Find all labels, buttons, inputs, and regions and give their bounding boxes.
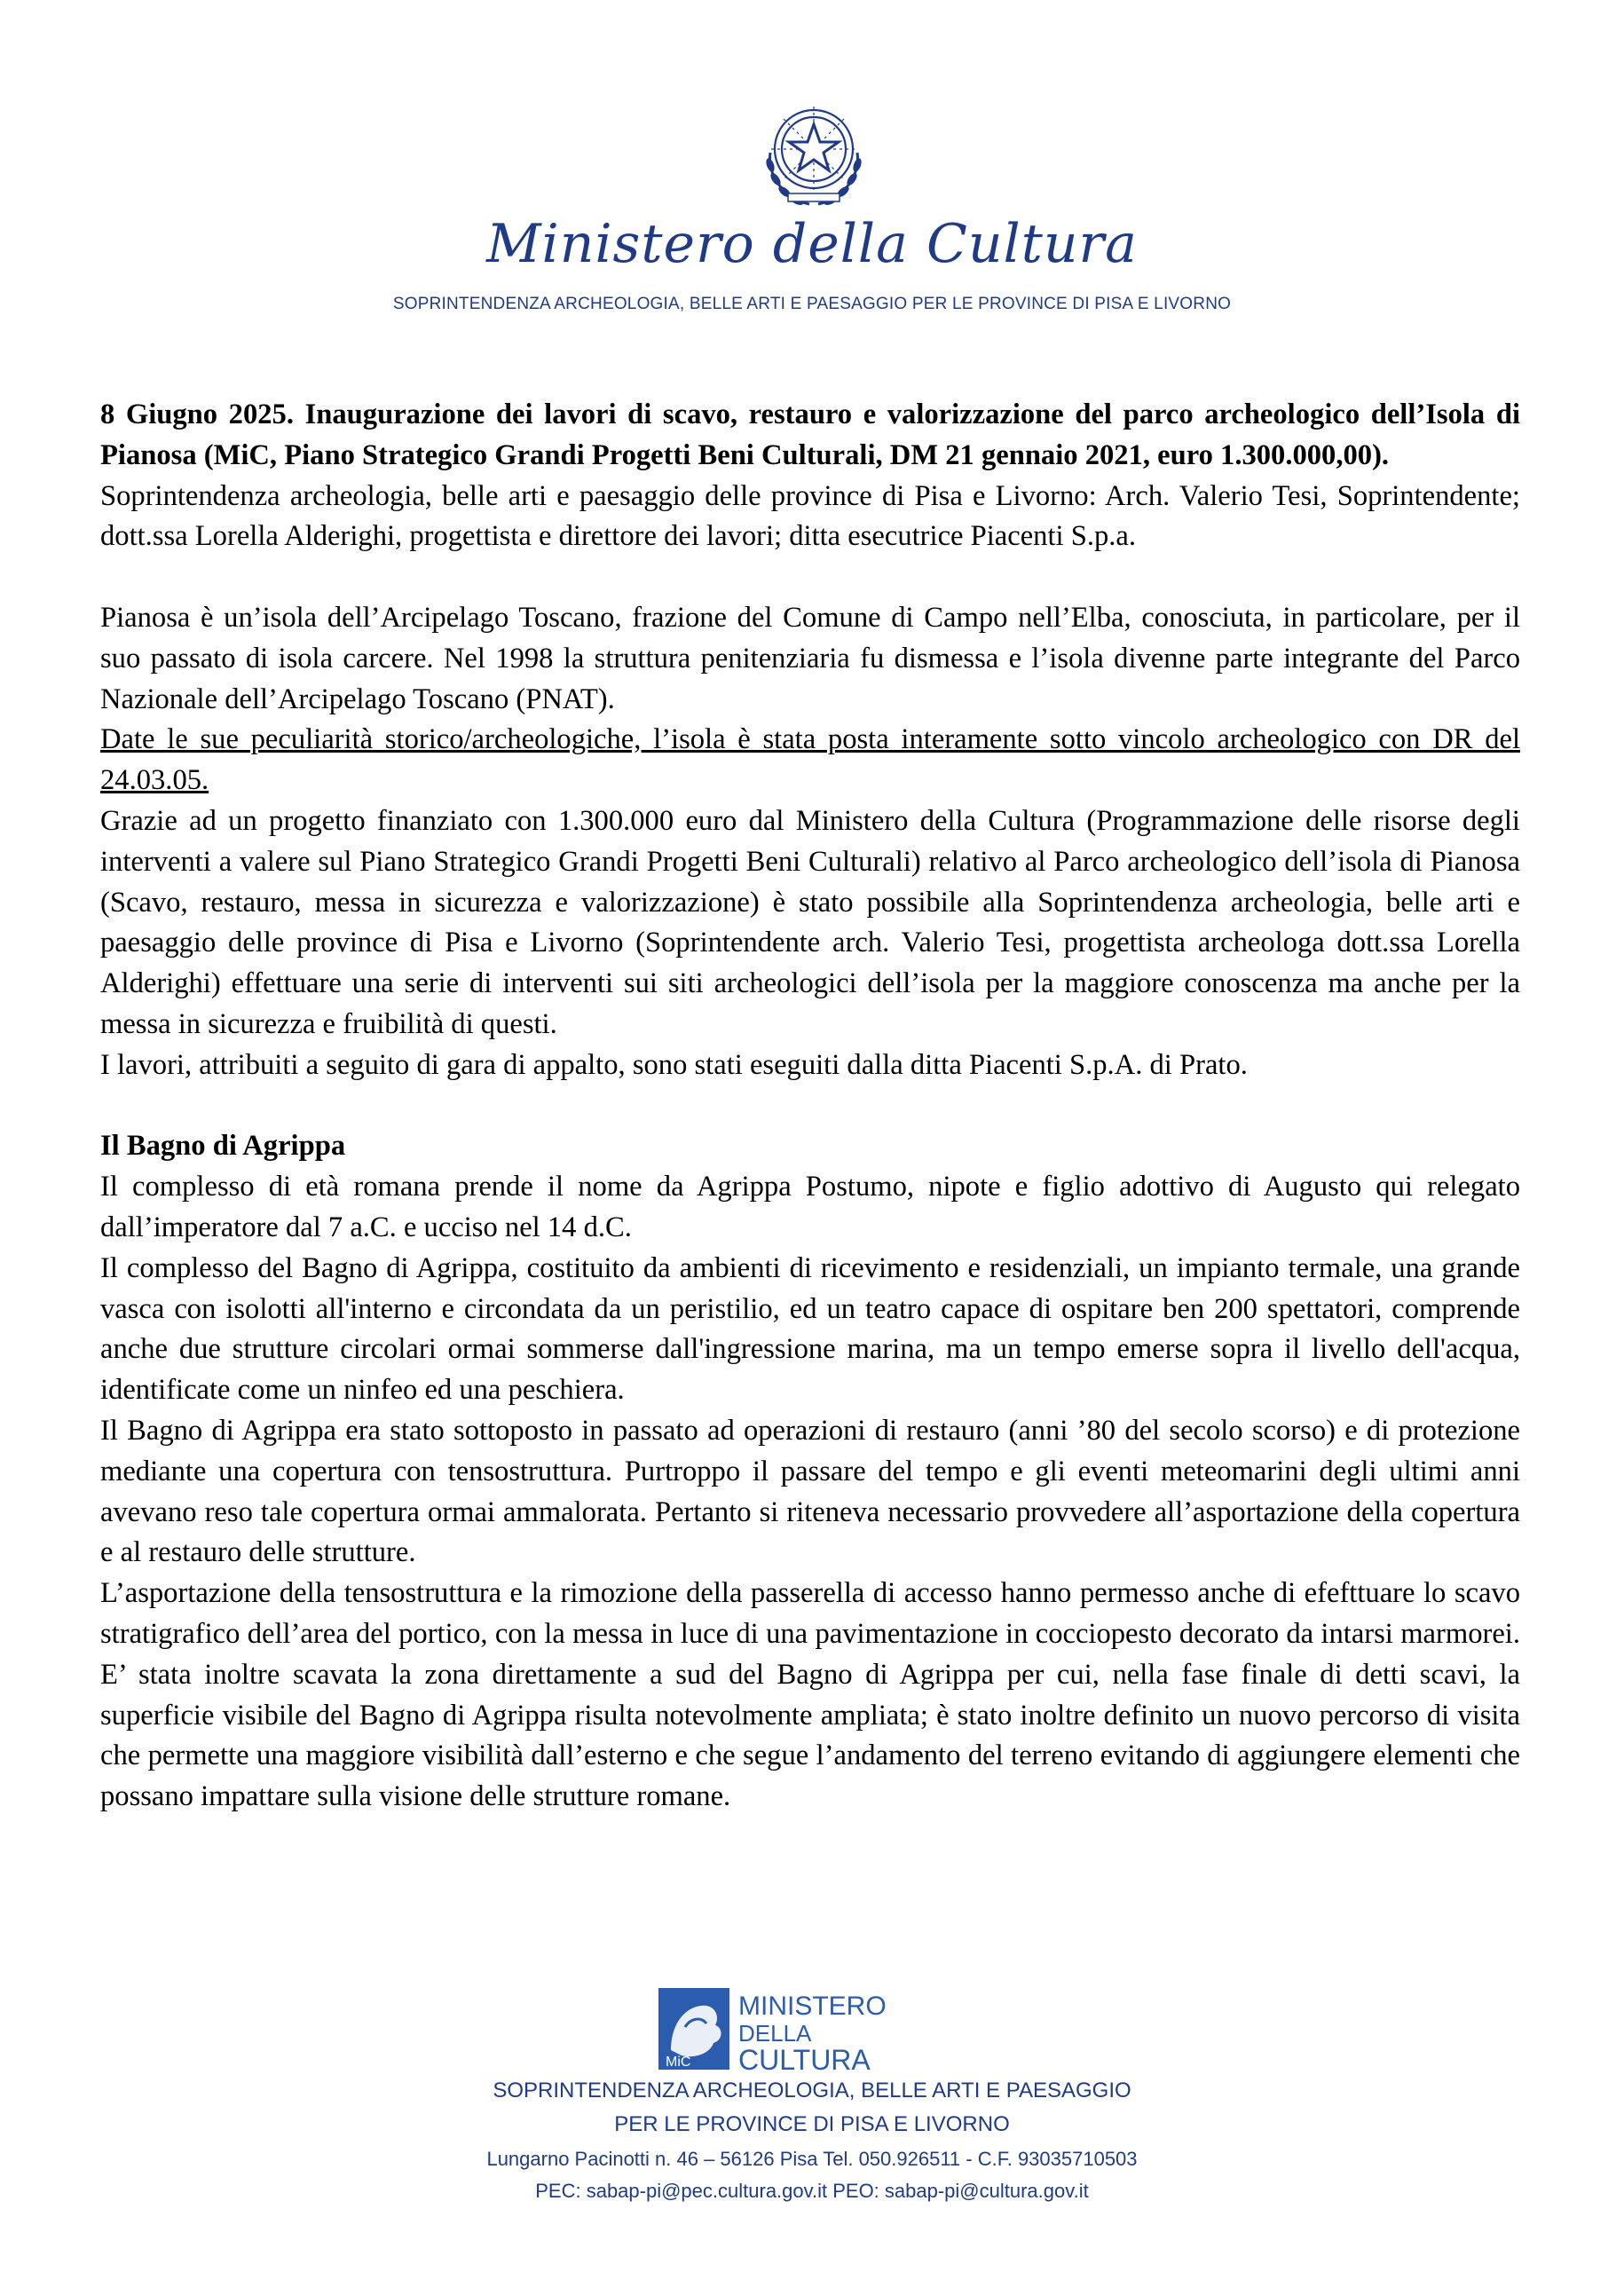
mic-logo-icon [658, 1988, 925, 2073]
intro-paragraph: Pianosa è un’isola dell’Arcipelago Toscano, frazione del Comune di Campo nell’Elba, conosciuta, in particolare, per il suo passato di isola carcere. Nel 1998 la struttura penitenziaria fu dismessa e l’isola divenne parte integrante del Parco Nazionale dell’Arcipelago Toscano (PNAT). [100, 601, 1520, 715]
agrippa-paragraph-3: Il Bagno di Agrippa era stato sottoposto in passato ad operazioni di restauro (anni ’80 del secolo scorso) e di protezione mediante una copertura con tensostruttura. Purtroppo il passare del tempo e gli eventi meteomarini degli ultimi anni avevano reso tale copertura ormai ammalorata. Pertanto si riteneva necessario provvedere all’asportazione della copertura e al restauro delle strutture. [100, 1414, 1520, 1569]
logo-line-1: MINISTERO [738, 1992, 887, 2021]
lead-paragraph: 8 Giugno 2025. Inaugurazione dei lavori di scavo, restauro e valorizzazione del parco archeologico dell’Isola di Pianosa (MiC, Piano Strategico Grandi Progetti Beni Culturali, DM 21 gennaio 2021, euro 1.300.000,00). [100, 398, 1520, 471]
footer-office-line-2: PER LE PROVINCE DI PISA E LIVORNO [614, 2112, 1010, 2136]
logo-line-2: DELLA [738, 2020, 812, 2047]
agrippa-paragraph-2: Il complesso del Bagno di Agrippa, costituito da ambienti di ricevimento e residenziali, un impianto termale, una grande vasca con isolotti all'interno e circondata da un peristilio, ed un teatro capace di ospitare ben 200 spettatori, comprende anche due strutture circolari ormai sommerse dall'ingressione marina, ma un tempo emerse sopra il livello dell'acqua, identificate come un ninfeo ed una peschiera. [100, 1251, 1520, 1407]
vincolo-paragraph: Date le sue peculiarità storico/archeologiche, l’isola è stata posta interamente sotto vincolo archeologico con DR del 24.03.05. [100, 723, 1520, 797]
logo-line-3: CULTURA [738, 2044, 871, 2073]
document-body [100, 395, 1520, 1818]
italian-republic-emblem-icon [754, 94, 873, 213]
agrippa-paragraph-1: Il complesso di età romana prende il nome da Agrippa Postumo, nipote e figlio adottivo di Augusto qui relegato dall’imperatore dal 7 a.C. e ucciso nel 14 d.C. [100, 1171, 1520, 1243]
works-paragraph: I lavori, attribuiti a seguito di gara di appalto, sono stati eseguiti dalla ditta Piacenti S.p.A. di Prato. [100, 1048, 1248, 1081]
section-heading: Il Bagno di Agrippa [100, 1130, 346, 1163]
footer-contacts: PEC: sabap-pi@pec.cultura.gov.it PEO: sabap-pi@cultura.gov.it [535, 2180, 1089, 2202]
footer-address: Lungarno Pacinotti n. 46 – 56126 Pisa Tel. 050.926511 - C.F. 93035710503 [486, 2148, 1138, 2170]
funding-paragraph: Grazie ad un progetto finanziato con 1.300.000 euro dal Ministero della Cultura (Programmazione delle risorse degli interventi a valere sul Piano Strategico Grandi Progetti Beni Culturali) relativo al Parco archeologico dell’isola di Pianosa (Scavo, restauro, messa in sicurezza e valorizzazione) è stato possibile alla Soprintendenza archeologia, belle arti e paesaggio delle province di Pisa e Livorno (Soprintendente arch. Valerio Tesi, progettista archeologa dott.ssa Lorella Alderighi) effettuare una serie di interventi sui siti archeologici dell’isola per la maggiore conoscenza ma anche per la messa in sicurezza e fruibilità di questi. [100, 804, 1520, 1040]
footer-office-line-1: SOPRINTENDENZA ARCHEOLOGIA, BELLE ARTI E PAESAGGIO [493, 2079, 1131, 2102]
logo-mark: MiC [666, 2055, 691, 2070]
credits-paragraph: Soprintendenza archeologia, belle arti e paesaggio delle province di Pisa e Livorno: Arch. Valerio Tesi, Soprintendente; dott.ssa Lorella Alderighi, progettista e direttore dei lavori; ditta esecutrice Piacenti S.p.a. [100, 479, 1520, 553]
agrippa-paragraph-4: L’asportazione della tensostruttura e la rimozione della passerella di accesso hanno permesso anche di efefttuare lo scavo stratigrafico dell’area del portico, con la messa in luce di una pavimentazione in cocciopesto decorato da intarsi marmorei. E’ stata inoltre scavata la zona direttamente a sud del Bagno di Agrippa per cui, nella fase finale di detti scavi, la superficie visibile del Bagno di Agrippa risulta notevolmente ampliata; è stato inoltre definito un nuovo percorso di visita che permette una maggiore visibilità dall’esterno e che segue l’andamento del terreno evitando di aggiungere elementi che possano impattare sulla visione delle strutture romane. [100, 1577, 1520, 1813]
ministry-title: Ministero della Cultura [486, 213, 1138, 275]
office-subtitle: SOPRINTENDENZA ARCHEOLOGIA, BELLE ARTI E PAESAGGIO PER LE PROVINCE DI PISA E LIVORNO [392, 295, 1232, 313]
